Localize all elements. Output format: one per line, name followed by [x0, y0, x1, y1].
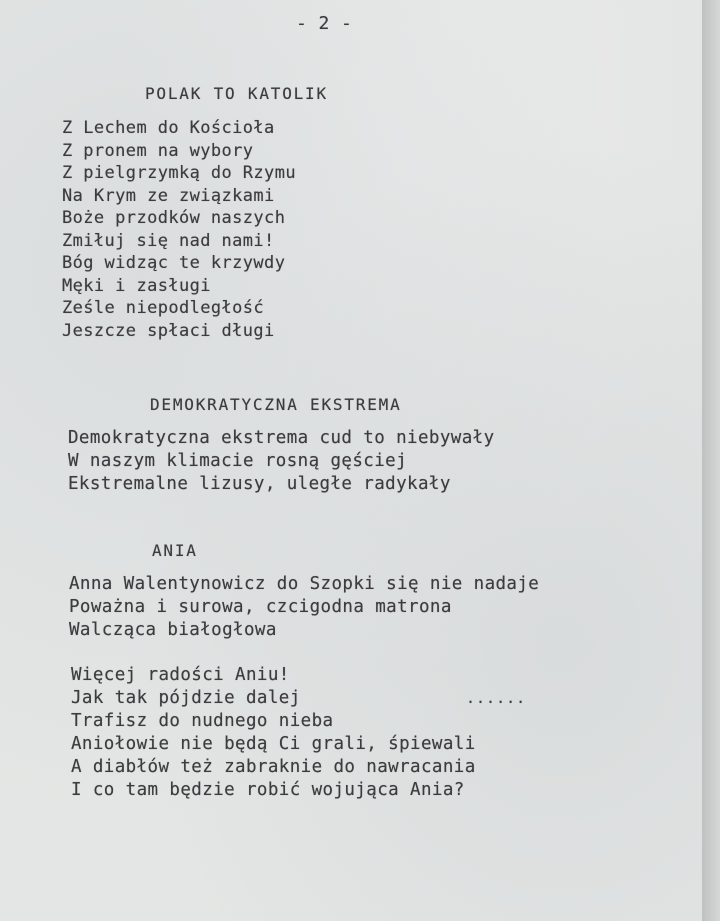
poem-line: Trafisz do nudnego nieba — [71, 711, 334, 731]
poem-line: Demokratyczna ekstrema cud to niebywały — [68, 428, 495, 448]
poem-demokratyczna-ekstrema — [68, 427, 495, 496]
ellipsis-mark: ...... — [466, 689, 527, 707]
poem-line: Z pronem na wybory — [62, 140, 254, 161]
poem-line: Więcej radości Aniu! — [71, 665, 290, 685]
poem-title-demokratyczna-ekstrema: DEMOKRATYCZNA EKSTREMA — [150, 395, 402, 414]
poem-line: Zmiłuj się nad nami! — [62, 230, 275, 251]
poem-line: Bóg widząc te krzywdy — [62, 253, 286, 273]
poem-line: Ekstremalne lizusy, uległe radykały — [68, 474, 451, 494]
poem-line: Ześle niepodległość — [62, 298, 265, 318]
page-edge — [702, 0, 720, 921]
poem-line: Jeszcze spłaci długi — [62, 320, 275, 341]
poem-ania-stanza-2 — [71, 664, 476, 802]
poem-line: Aniołowie nie będą Ci grali, śpiewali — [71, 734, 476, 754]
poem-line: Jak tak pójdzie dalej — [71, 688, 301, 708]
poem-line: Z pielgrzymką do Rzymu — [62, 163, 296, 183]
poem-line: Na Krym ze związkami — [62, 185, 275, 206]
poem-polak-to-katolik — [62, 117, 296, 342]
poem-ania-stanza-1 — [69, 573, 539, 642]
poem-line: I co tam będzie robić wojująca Ania? — [71, 780, 465, 800]
poem-line: Męki i zasługi — [62, 275, 211, 296]
poem-title-ania: ANIA — [152, 541, 198, 560]
page-number: - 2 - — [296, 13, 353, 34]
poem-line: A diabłów też zabraknie do nawracania — [71, 757, 476, 777]
poem-title-polak-to-katolik: POLAK TO KATOLIK — [145, 84, 328, 103]
poem-line: Boże przodków naszych — [62, 208, 286, 228]
poem-line: Poważna i surowa, czcigodna matrona — [69, 597, 452, 617]
poem-line: W naszym klimacie rosną gęściej — [68, 451, 408, 471]
poem-line: Walcząca białogłowa — [69, 620, 277, 640]
poem-line: Z Lechem do Kościoła — [62, 118, 275, 138]
poem-line: Anna Walentynowicz do Szopki się nie nadaje — [69, 574, 540, 594]
